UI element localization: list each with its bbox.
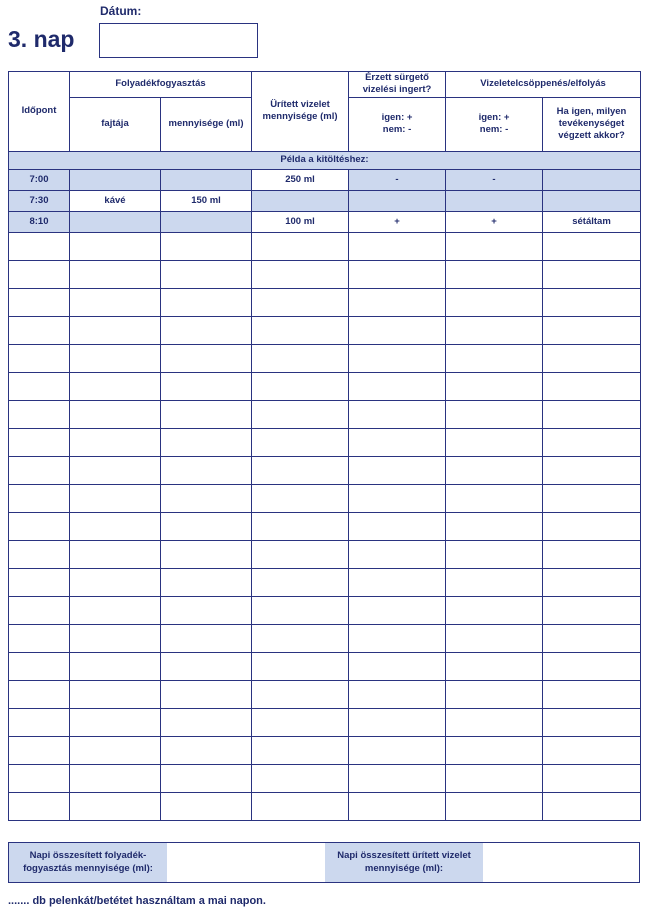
entry-cell[interactable]: [349, 708, 446, 736]
entry-cell[interactable]: [543, 372, 641, 400]
entry-cell[interactable]: [446, 624, 543, 652]
example-fluid-amount: [161, 169, 252, 190]
entry-cell[interactable]: [252, 428, 349, 456]
entry-cell[interactable]: [161, 652, 252, 680]
entry-cell[interactable]: [349, 596, 446, 624]
entry-cell[interactable]: [349, 792, 446, 820]
daily-summary: [8, 842, 640, 883]
entry-cell[interactable]: [543, 624, 641, 652]
example-leakage: -: [446, 169, 543, 190]
entry-cell[interactable]: [9, 260, 70, 288]
entry-row: [9, 260, 641, 288]
entry-cell[interactable]: [543, 428, 641, 456]
entry-row: [9, 400, 641, 428]
entry-cell[interactable]: [349, 288, 446, 316]
entry-cell[interactable]: [543, 736, 641, 764]
entry-cell[interactable]: [349, 540, 446, 568]
entry-cell[interactable]: [161, 316, 252, 344]
pad-usage-note: ....... db pelenkát/betétet használtam a mai napon.: [8, 895, 266, 907]
entry-cell[interactable]: [543, 232, 641, 260]
header-activity: Ha igen, milyen tevékenységet végzett akkor?: [543, 97, 641, 151]
entry-cell[interactable]: [70, 764, 161, 792]
entry-row: [9, 372, 641, 400]
entry-cell[interactable]: [252, 456, 349, 484]
entry-cell[interactable]: [446, 652, 543, 680]
entry-cell[interactable]: [9, 596, 70, 624]
diary-table: [8, 71, 641, 821]
example-time: 8:10: [9, 211, 70, 232]
example-time: 7:00: [9, 169, 70, 190]
header-leakage-legend: igen: + nem: -: [446, 97, 543, 151]
entry-cell[interactable]: [161, 540, 252, 568]
entry-row: [9, 288, 641, 316]
entry-cell[interactable]: [349, 512, 446, 540]
entry-row: [9, 456, 641, 484]
entry-cell[interactable]: [252, 232, 349, 260]
page-title: 3. nap: [8, 26, 75, 52]
entry-cell[interactable]: [9, 512, 70, 540]
entry-cell[interactable]: [252, 708, 349, 736]
entry-cell[interactable]: [349, 372, 446, 400]
entry-cell[interactable]: [446, 428, 543, 456]
header-fluid-amount: mennyisége (ml): [161, 97, 252, 151]
entry-cell[interactable]: [446, 288, 543, 316]
date-label: Dátum:: [100, 4, 142, 18]
entry-row: [9, 540, 641, 568]
entry-row: [9, 736, 641, 764]
total-urine-label: Napi összesített ürített vizelet mennyisége (ml):: [325, 843, 483, 882]
entry-row: [9, 484, 641, 512]
entry-cell[interactable]: [349, 568, 446, 596]
entry-cell[interactable]: [349, 316, 446, 344]
entry-cell[interactable]: [543, 260, 641, 288]
entry-cell[interactable]: [252, 484, 349, 512]
entry-cell[interactable]: [252, 540, 349, 568]
entry-cell[interactable]: [446, 232, 543, 260]
entry-cell[interactable]: [161, 736, 252, 764]
entry-cell[interactable]: [70, 792, 161, 820]
entry-cell[interactable]: [543, 512, 641, 540]
entry-row: [9, 680, 641, 708]
entry-cell[interactable]: [9, 400, 70, 428]
entry-cell[interactable]: [252, 736, 349, 764]
example-urgency: +: [349, 211, 446, 232]
entry-cell[interactable]: [252, 288, 349, 316]
entry-cell[interactable]: [161, 764, 252, 792]
entry-cell[interactable]: [9, 652, 70, 680]
entry-cell[interactable]: [446, 456, 543, 484]
entry-cell[interactable]: [9, 316, 70, 344]
entry-cell[interactable]: [9, 456, 70, 484]
entry-cell[interactable]: [161, 512, 252, 540]
entry-cell[interactable]: [161, 260, 252, 288]
entry-cell[interactable]: [9, 708, 70, 736]
entry-row: [9, 568, 641, 596]
entry-cell[interactable]: [161, 708, 252, 736]
entry-cell[interactable]: [70, 428, 161, 456]
entry-cell[interactable]: [161, 624, 252, 652]
entry-cell[interactable]: [70, 512, 161, 540]
entry-cell[interactable]: [9, 288, 70, 316]
entry-cell[interactable]: [9, 372, 70, 400]
entry-cell[interactable]: [70, 540, 161, 568]
example-fluid-amount: 150 ml: [161, 190, 252, 211]
entry-cell[interactable]: [9, 792, 70, 820]
entry-row: [9, 624, 641, 652]
entry-cell[interactable]: [161, 400, 252, 428]
example-row: [9, 211, 641, 232]
entry-cell[interactable]: [161, 596, 252, 624]
example-time: 7:30: [9, 190, 70, 211]
entry-cell[interactable]: [349, 260, 446, 288]
entry-cell[interactable]: [446, 708, 543, 736]
entry-cell[interactable]: [446, 260, 543, 288]
entry-rows: [9, 232, 641, 820]
entry-cell[interactable]: [161, 792, 252, 820]
entry-cell[interactable]: [543, 400, 641, 428]
example-urgency: [349, 190, 446, 211]
entry-cell[interactable]: [446, 344, 543, 372]
entry-cell[interactable]: [9, 344, 70, 372]
entry-cell[interactable]: [252, 764, 349, 792]
entry-cell[interactable]: [70, 484, 161, 512]
entry-cell[interactable]: [70, 652, 161, 680]
example-fluid-type: [70, 211, 161, 232]
date-field[interactable]: [99, 23, 258, 58]
entry-cell[interactable]: [70, 232, 161, 260]
entry-cell[interactable]: [70, 680, 161, 708]
entry-cell[interactable]: [252, 596, 349, 624]
example-fluid-type: [70, 169, 161, 190]
header-urine-volume: Ürített vizelet mennyisége (ml): [252, 72, 349, 152]
entry-cell[interactable]: [446, 316, 543, 344]
entry-cell[interactable]: [70, 708, 161, 736]
entry-cell[interactable]: [446, 764, 543, 792]
entry-cell[interactable]: [446, 596, 543, 624]
entry-cell[interactable]: [446, 680, 543, 708]
entry-cell[interactable]: [70, 260, 161, 288]
entry-cell[interactable]: [161, 232, 252, 260]
entry-cell[interactable]: [446, 484, 543, 512]
entry-cell[interactable]: [349, 624, 446, 652]
entry-cell[interactable]: [446, 540, 543, 568]
example-fluid-type: kávé: [70, 190, 161, 211]
entry-cell[interactable]: [70, 456, 161, 484]
entry-cell[interactable]: [543, 484, 641, 512]
entry-cell[interactable]: [349, 344, 446, 372]
entry-cell[interactable]: [446, 372, 543, 400]
entry-cell[interactable]: [252, 260, 349, 288]
example-urine-volume: 250 ml: [252, 169, 349, 190]
entry-cell[interactable]: [161, 428, 252, 456]
header-fluid-type: fajtája: [70, 97, 161, 151]
entry-cell[interactable]: [543, 456, 641, 484]
entry-cell[interactable]: [9, 232, 70, 260]
entry-cell[interactable]: [543, 288, 641, 316]
entry-row: [9, 764, 641, 792]
entry-cell[interactable]: [161, 344, 252, 372]
header-urgency: Érzett sürgető vizelési ingert?: [349, 72, 446, 98]
entry-row: [9, 232, 641, 260]
entry-cell[interactable]: [252, 568, 349, 596]
entry-cell[interactable]: [349, 428, 446, 456]
entry-cell[interactable]: [9, 540, 70, 568]
entry-cell[interactable]: [252, 316, 349, 344]
entry-cell[interactable]: [161, 288, 252, 316]
example-urine-volume: [252, 190, 349, 211]
entry-cell[interactable]: [446, 512, 543, 540]
entry-cell[interactable]: [543, 540, 641, 568]
entry-cell[interactable]: [349, 484, 446, 512]
entry-cell[interactable]: [252, 372, 349, 400]
entry-cell[interactable]: [9, 568, 70, 596]
entry-cell[interactable]: [543, 792, 641, 820]
entry-cell[interactable]: [70, 624, 161, 652]
entry-cell[interactable]: [446, 400, 543, 428]
entry-cell[interactable]: [349, 400, 446, 428]
entry-cell[interactable]: [70, 568, 161, 596]
example-leakage: +: [446, 211, 543, 232]
entry-cell[interactable]: [543, 316, 641, 344]
entry-cell[interactable]: [70, 344, 161, 372]
example-urgency: -: [349, 169, 446, 190]
entry-cell[interactable]: [349, 232, 446, 260]
entry-cell[interactable]: [252, 344, 349, 372]
header-urgency-legend: igen: + nem: -: [349, 97, 446, 151]
entry-cell[interactable]: [70, 316, 161, 344]
entry-cell[interactable]: [161, 484, 252, 512]
entry-cell[interactable]: [9, 764, 70, 792]
entry-cell[interactable]: [446, 736, 543, 764]
entry-cell[interactable]: [161, 372, 252, 400]
entry-cell[interactable]: [9, 484, 70, 512]
entry-cell[interactable]: [161, 680, 252, 708]
entry-cell[interactable]: [70, 736, 161, 764]
entry-cell[interactable]: [349, 652, 446, 680]
entry-cell[interactable]: [543, 708, 641, 736]
entry-cell[interactable]: [446, 568, 543, 596]
entry-cell[interactable]: [161, 568, 252, 596]
entry-cell[interactable]: [70, 288, 161, 316]
header-time: Időpont: [9, 72, 70, 152]
entry-cell[interactable]: [543, 652, 641, 680]
entry-cell[interactable]: [70, 372, 161, 400]
example-leakage: [446, 190, 543, 211]
entry-cell[interactable]: [349, 736, 446, 764]
entry-cell[interactable]: [9, 624, 70, 652]
example-row: [9, 190, 641, 211]
entry-cell[interactable]: [9, 680, 70, 708]
header-leakage: Vizeletelcsöppenés/elfolyás: [446, 72, 641, 98]
entry-cell[interactable]: [9, 736, 70, 764]
entry-cell[interactable]: [252, 792, 349, 820]
entry-cell[interactable]: [543, 680, 641, 708]
entry-cell[interactable]: [543, 596, 641, 624]
entry-row: [9, 596, 641, 624]
total-urine-field[interactable]: [483, 843, 639, 882]
example-fluid-amount: [161, 211, 252, 232]
entry-cell[interactable]: [543, 764, 641, 792]
total-fluid-field[interactable]: [167, 843, 325, 882]
entry-cell[interactable]: [252, 680, 349, 708]
example-row: [9, 169, 641, 190]
entry-cell[interactable]: [543, 568, 641, 596]
entry-cell[interactable]: [161, 456, 252, 484]
entry-cell[interactable]: [349, 456, 446, 484]
example-activity: [543, 190, 641, 211]
entry-cell[interactable]: [349, 680, 446, 708]
entry-cell[interactable]: [252, 512, 349, 540]
entry-cell[interactable]: [252, 624, 349, 652]
header-fluid-intake: Folyadékfogyasztás: [70, 72, 252, 98]
entry-row: [9, 792, 641, 820]
entry-cell[interactable]: [252, 400, 349, 428]
entry-row: [9, 344, 641, 372]
entry-cell[interactable]: [70, 400, 161, 428]
example-urine-volume: 100 ml: [252, 211, 349, 232]
entry-row: [9, 708, 641, 736]
total-fluid-label: Napi összesített folyadék- fogyasztás mennyisége (ml):: [9, 843, 167, 882]
entry-cell[interactable]: [9, 428, 70, 456]
entry-cell[interactable]: [252, 652, 349, 680]
entry-row: [9, 428, 641, 456]
entry-cell[interactable]: [446, 792, 543, 820]
entry-cell[interactable]: [349, 764, 446, 792]
example-title: Példa a kitöltéshez:: [9, 151, 641, 169]
example-activity: [543, 169, 641, 190]
entry-cell[interactable]: [70, 596, 161, 624]
entry-cell[interactable]: [543, 344, 641, 372]
example-activity: sétáltam: [543, 211, 641, 232]
entry-row: [9, 652, 641, 680]
entry-row: [9, 316, 641, 344]
entry-row: [9, 512, 641, 540]
